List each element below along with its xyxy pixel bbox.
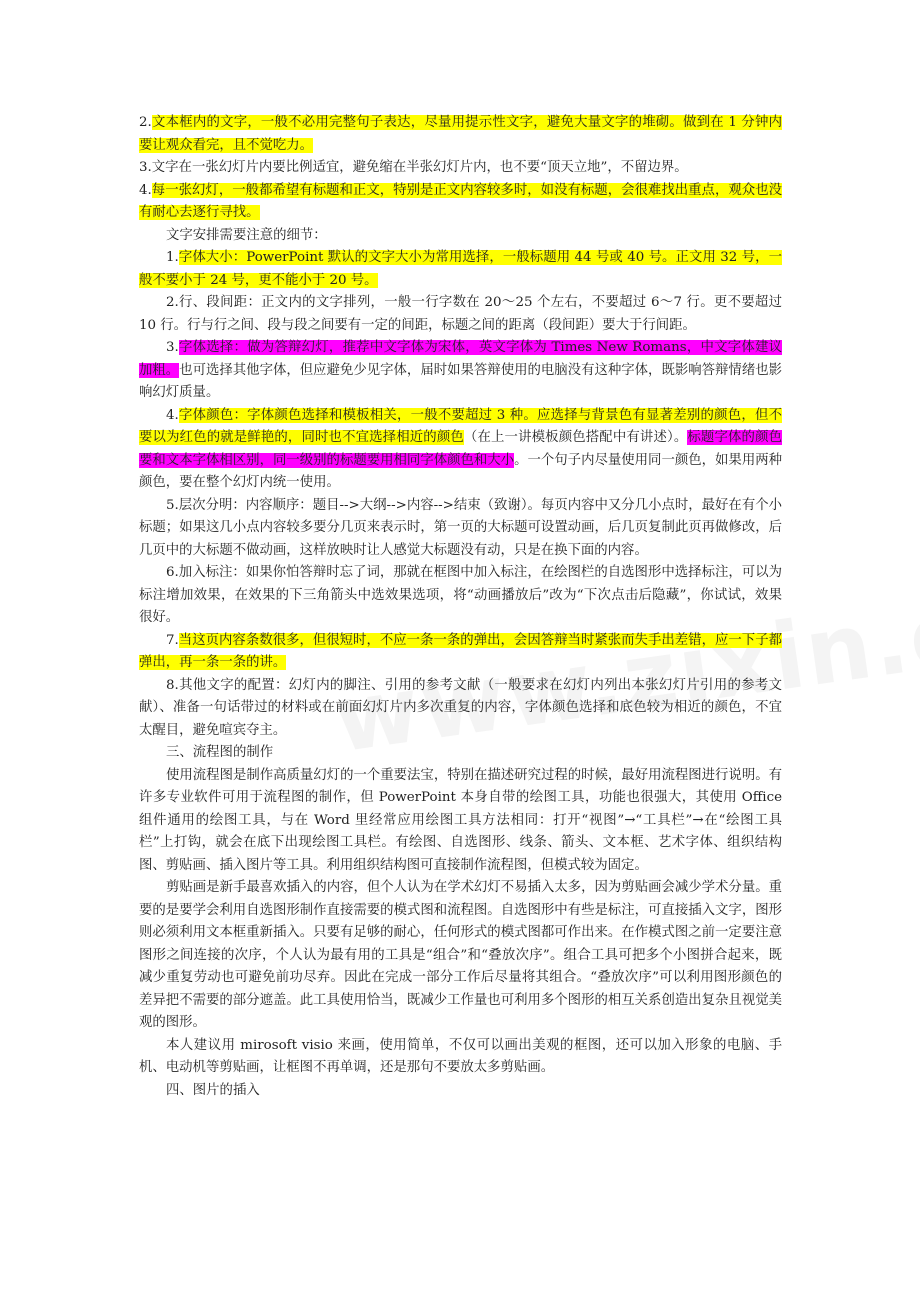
- paragraph: [139, 765, 782, 878]
- text-run: 2.行、段间距：正文内的文字排列，一般一行字数在 20～25 个左右，不要超过 6～7 行。更不要超过 10 行。行与行之间、段与段之间要有一定的间距，标题之间的距离（段间距）要大于行间距。: [139, 295, 782, 333]
- paragraph: [139, 675, 782, 743]
- document-page: [139, 112, 782, 1102]
- paragraph: [139, 877, 782, 1035]
- text-run: 5.层次分明：内容顺序：题目-->大纲-->内容-->结束（致谢）。每页内容中又分几小点时，最好在有个小标题；如果这几小点内容较多要分几页来表示时，第一页的大标题可设置动画，后几页复制此页再做修改，后几页中的大标题不做动画，这样放映时让人感觉大标题没有动，只是在换下面的内容。: [139, 497, 782, 558]
- paragraph: [139, 180, 782, 225]
- paragraph: [139, 562, 782, 630]
- paragraph: [139, 112, 782, 157]
- paragraph: [139, 405, 782, 495]
- text-run: 剪贴画是新手最喜欢插入的内容，但个人认为在学术幻灯不易插入太多，因为剪贴画会减少学术分量。重要的是要学会利用自选图形制作直接需要的模式图和流程图。自选图形中有些是标注，可直接插入文字，图形则必须利用文本框重新插入。只要有足够的耐心，任何形式的模式图都可作出来。在作模式图之前一定要注意图形之间连接的次序，个人认为最有用的工具是“组合”和“叠放次序”。组合工具可把多个小图拼合起来，既减少重复劳动也可避免前功尽弃。因此在完成一部分工作后尽量将其组合。“叠放次序”可以利用图形颜色的差异把不需要的部分遮盖。此工具使用恰当，既减少工作量也可利用多个图形的相互关系创造出复杂且视觉美观的图形。: [139, 880, 782, 1030]
- paragraph: [139, 337, 782, 405]
- text-run: 文字安排需要注意的细节：: [166, 227, 327, 243]
- paragraph: [139, 1080, 782, 1103]
- highlighted-text-magenta: 标题字体的颜色要和文本字体相区别，同一级别的标题要用相同字体颜色和大小: [139, 430, 782, 468]
- highlighted-text-yellow: 每一张幻灯，一般都希望有标题和正文，特别是正文内容较多时，如没有标题，会很难找出重点，观众也没有耐心去逐行寻找。: [139, 182, 782, 220]
- text-run: 四、图片的插入: [166, 1082, 260, 1098]
- paragraph: [139, 225, 782, 248]
- paragraph: [139, 495, 782, 563]
- text-run: 7.: [166, 632, 179, 648]
- text-run: 3.文字在一张幻灯片内要比例适宜，避免缩在半张幻灯片内，也不要“顶天立地”，不留边界。: [139, 160, 688, 175]
- highlighted-text-yellow: 文本框内的文字，一般不必用完整句子表达，尽量用提示性文字，避免大量文字的堆砌。做到在 1 分钟内要让观众看完，且不觉吃力。: [139, 115, 782, 153]
- text-run: 也可选择其他字体，但应避免少见字体，届时如果答辩使用的电脑没有这种字体，既影响答辩情绪也影响幻灯质量。: [139, 362, 783, 400]
- highlighted-text-yellow: 字体大小：PowerPoint 默认的文字大小为常用选择，一般标题用 44 号或 40 号。正文用 32 号，一般不要小于 24 号，更不能小于 20 号。: [139, 250, 782, 288]
- text-run: 8.其他文字的配置：幻灯内的脚注、引用的参考文献（一般要求在幻灯内列出本张幻灯片引用的参考文献）、准备一句话带过的材料或在前面幻灯片内多次重复的内容，字体颜色选择和底色较为相近的颜色，不宜太醒目，避免喧宾夺主。: [139, 677, 782, 738]
- text-run: 本人建议用 mirosoft visio 来画，使用简单，不仅可以画出美观的框图，还可以加入形象的电脑、手机、电动机等剪贴画，让框图不再单调，还是那句不要放太多剪贴画。: [139, 1037, 782, 1075]
- text-run: 4.: [166, 407, 179, 423]
- text-run: 三、流程图的制作: [166, 745, 274, 760]
- highlighted-text-magenta: 字体选择：做为答辩幻灯，推荐中文字体为宋体，英文字体为 Times New Romans，中文字体建议加粗。: [139, 340, 782, 378]
- paragraph: [139, 247, 782, 292]
- text-run: 6.加入标注：如果你怕答辩时忘了词，那就在框图中加入标注，在绘图栏的自选图形中选择标注，可以为标注增加效果，在效果的下三角箭头中选效果选项，将“动画播放后”改为“下次点击后隐藏”，你试试，效果很好。: [139, 565, 782, 625]
- text-run: 。一个句子内尽量使用同一颜色，如果用两种颜色，要在整个幻灯内统一使用。: [139, 452, 783, 490]
- paragraph: [139, 630, 782, 675]
- paragraph: [139, 742, 782, 765]
- text-run: 3.: [166, 340, 179, 355]
- text-run: 1.: [166, 250, 179, 265]
- highlighted-text-yellow: 字体颜色：字体颜色选择和模板相关，一般不要超过 3 种。应选择与背景色有显著差别的颜色，但不要以为红色的就是鲜艳的，同时也不宜选择相近的颜色: [139, 407, 782, 445]
- paragraph: [139, 292, 782, 337]
- text-run: 使用流程图是制作高质量幻灯的一个重要法宝，特别在描述研究过程的时候，最好用流程图进行说明。有许多专业软件可用于流程图的制作，但 PowerPoint 本身自带的绘图工具，功能也很强大，其使用 Office 组件通用的绘图工具，与在 Word 里经常应用绘图工具方法相同：打开“视图”→“工具栏”→在“绘图工具栏”上打钩，就会在底下出现绘图工具栏。有绘图、自选图形、线条、箭头、文本框、艺术字体、组织结构图、剪贴画、插入图片等工具。利用组织结构图可直接制作流程图，但模式较为固定。: [139, 767, 782, 873]
- text-run: 2.: [139, 115, 152, 130]
- highlighted-text-yellow: 当这页内容条数很多，但很短时，不应一条一条的弹出，会因答辩当时紧张而失手出差错，应一下子都弹出，再一条一条的讲。: [139, 632, 782, 670]
- paragraph: [139, 157, 782, 180]
- text-run: （在上一讲模板颜色搭配中有讲述）。: [463, 430, 688, 445]
- text-run: 4.: [139, 182, 152, 198]
- paragraph: [139, 1035, 782, 1080]
